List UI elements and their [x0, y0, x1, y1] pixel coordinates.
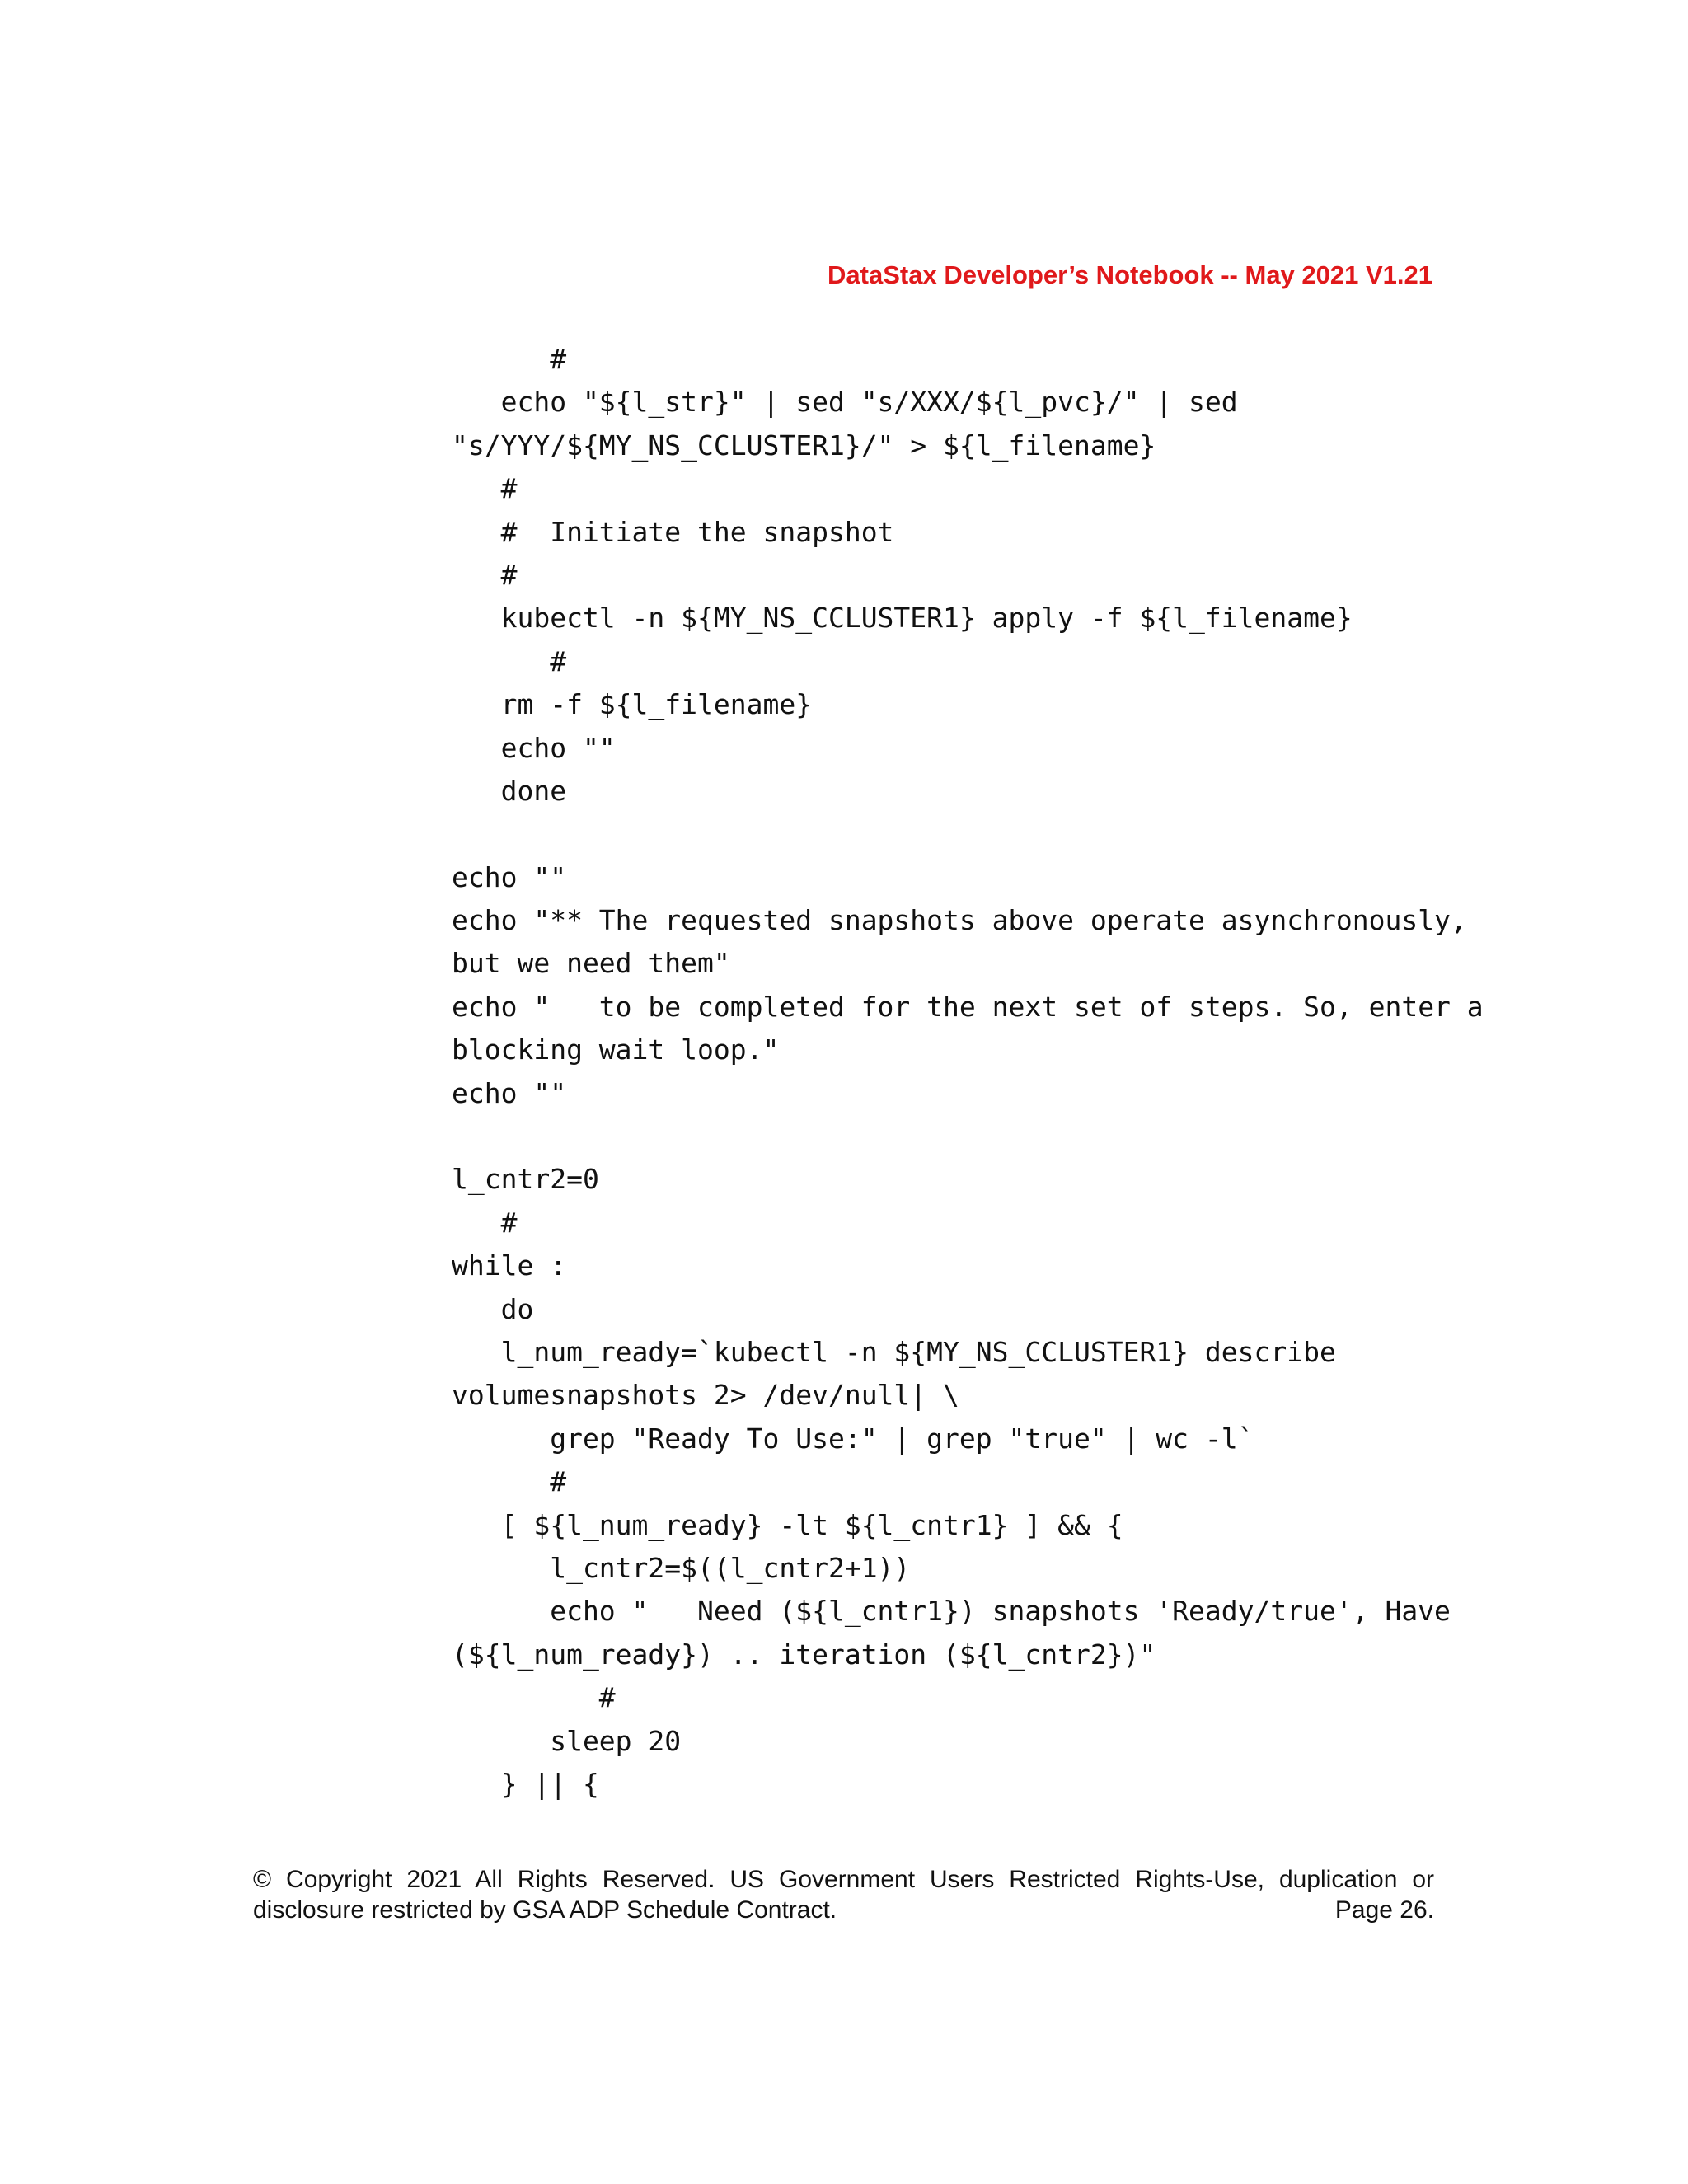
- code-line: echo "** The requested snapshots above operate asynchronously,: [452, 904, 1467, 937]
- code-line: echo "": [452, 1076, 567, 1109]
- code-line: l_num_ready=`kubectl -n ${MY_NS_CCLUSTER1} describe: [452, 1335, 1336, 1368]
- code-line: blocking wait loop.": [452, 1033, 780, 1066]
- code-line: l_cntr2=0: [452, 1163, 599, 1196]
- page-footer: [253, 1864, 1434, 1925]
- code-line: echo " to be completed for the next set of steps. So, enter a: [452, 990, 1484, 1023]
- page-header-title: DataStax Developer’s Notebook -- May 2021 V1.21: [828, 260, 1432, 289]
- contract-notice: disclosure restricted by GSA ADP Schedule Contract.: [253, 1896, 837, 1924]
- code-line: [452, 1115, 1441, 1158]
- code-line: #: [452, 644, 567, 677]
- code-line: #: [452, 558, 518, 591]
- code-line: l_cntr2=$((l_cntr2+1)): [452, 1551, 911, 1584]
- code-line: while :: [452, 1249, 567, 1282]
- code-line: do: [452, 1292, 534, 1325]
- code-line: [ ${l_num_ready} -lt ${l_cntr1} ] && {: [452, 1508, 1123, 1541]
- code-line: # Initiate the snapshot: [452, 515, 894, 548]
- page-number: Page 26.: [1334, 1896, 1434, 1924]
- code-line: } || {: [452, 1767, 599, 1800]
- code-line: sleep 20: [452, 1724, 682, 1757]
- code-line: echo "": [452, 860, 567, 893]
- code-line: #: [452, 1681, 616, 1714]
- code-line: "s/YYY/${MY_NS_CCLUSTER1}/" > ${l_filename}: [452, 429, 1156, 462]
- code-line: grep "Ready To Use:" | grep "true" | wc -l`: [452, 1422, 1254, 1455]
- code-line: echo "": [452, 731, 616, 764]
- copyright-notice: © Copyright 2021 All Rights Reserved. US Government Users Restricted Rights-Use, duplication or: [253, 1866, 1434, 1893]
- code-line: done: [452, 774, 567, 807]
- code-line: #: [452, 343, 567, 375]
- code-line: kubectl -n ${MY_NS_CCLUSTER1} apply -f ${l_filename}: [452, 602, 1353, 635]
- code-listing: [452, 338, 1484, 1806]
- code-line: but we need them": [452, 947, 730, 980]
- code-line: echo " Need (${l_cntr1}) snapshots 'Ready/true', Have: [452, 1595, 1451, 1628]
- code-line: echo "${l_str}" | sed "s/XXX/${l_pvc}/" | sed: [452, 386, 1238, 419]
- code-line: (${l_num_ready}) .. iteration (${l_cntr2})": [452, 1638, 1156, 1671]
- code-line: #: [452, 472, 518, 505]
- code-line: #: [452, 1465, 567, 1498]
- code-line: rm -f ${l_filename}: [452, 688, 813, 721]
- code-line: volumesnapshots 2> /dev/null| \: [452, 1379, 959, 1412]
- code-line: [452, 813, 1441, 855]
- footer-second-line: [253, 1895, 1434, 1925]
- code-line: #: [452, 1206, 518, 1239]
